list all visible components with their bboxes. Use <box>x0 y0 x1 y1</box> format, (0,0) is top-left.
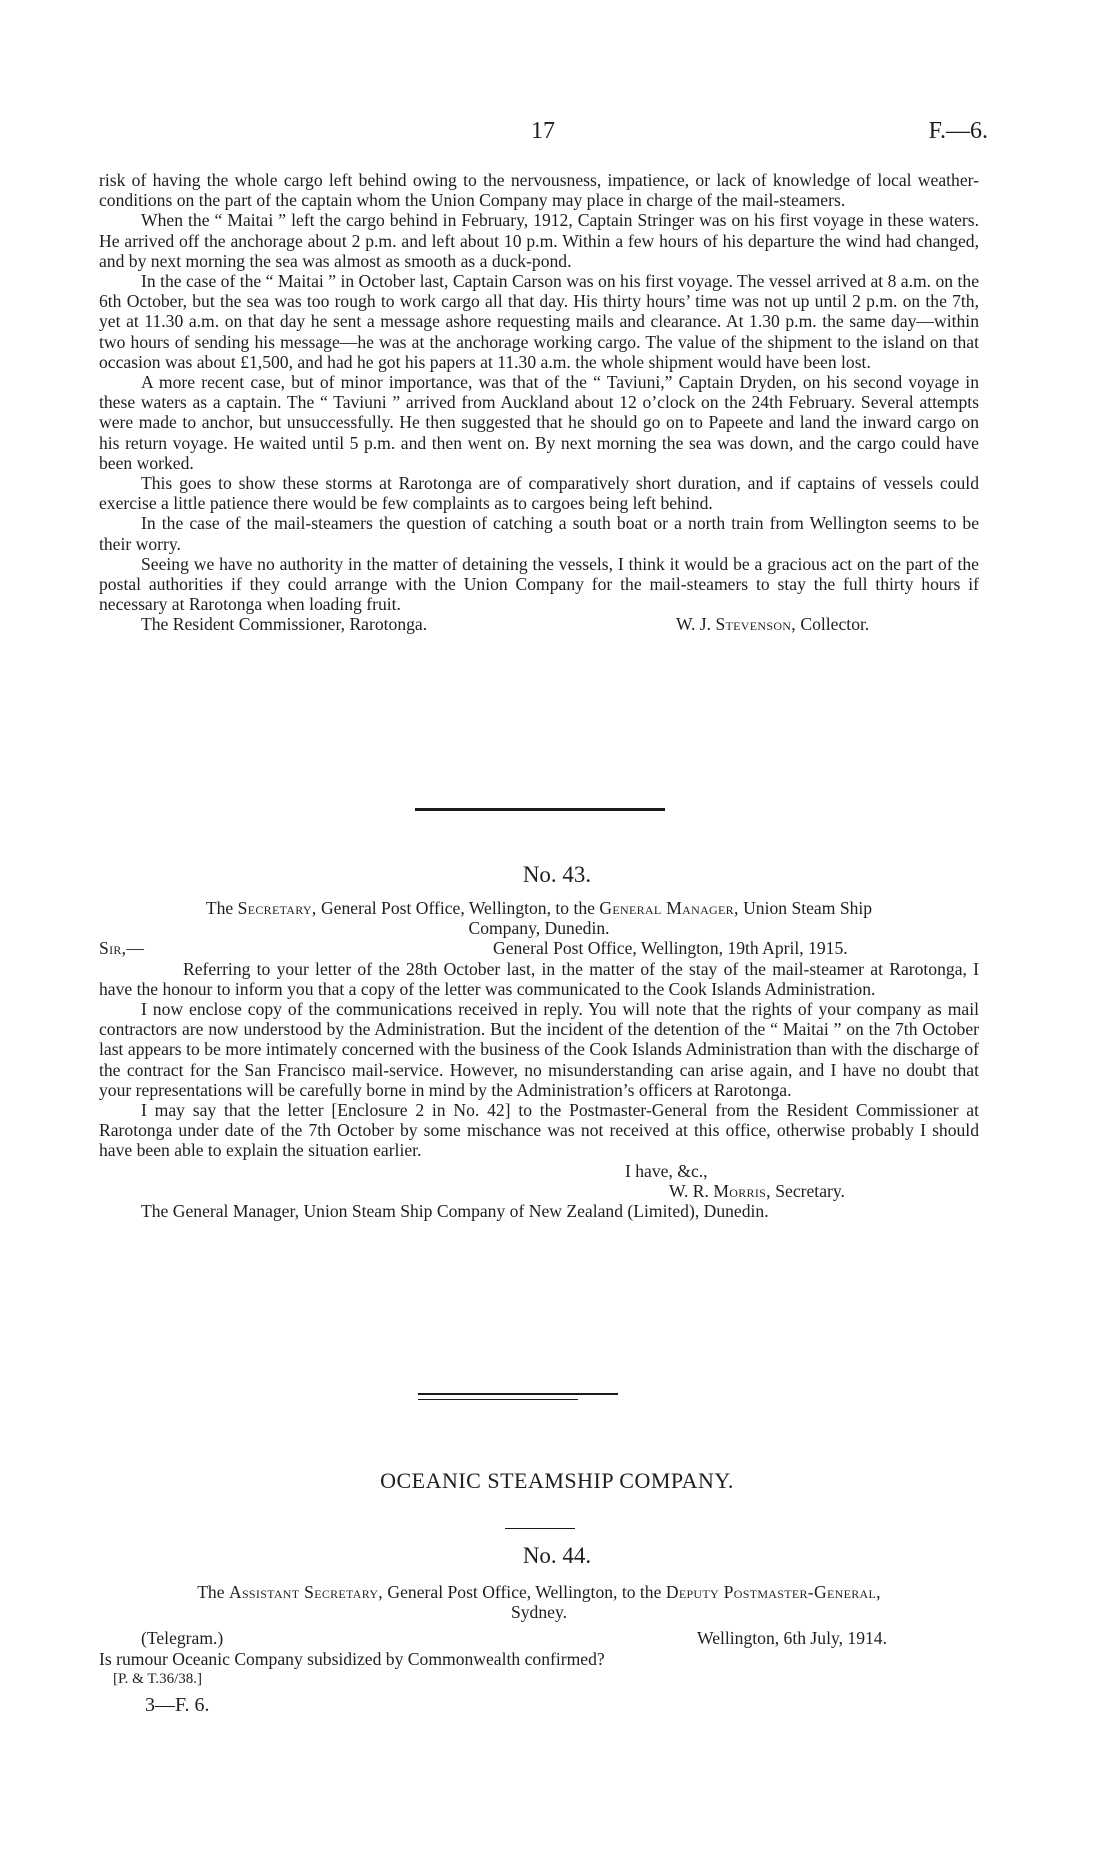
signature-row <box>99 1181 979 1201</box>
section-divider <box>418 1393 618 1395</box>
letter-number-44: No. 44. <box>522 1543 592 1568</box>
paragraph: I may say that the letter [Enclosure 2 in No. 42] to the Postmaster-General from the Resident Commissioner at Rarotonga under date of the 7th October by some mischance was not received at this office, otherwise probably I should have been able to explain the situation earlier. <box>99 1100 979 1161</box>
dateline: Wellington, 6th July, 1914. <box>697 1628 887 1649</box>
closing: I have, &c., <box>625 1160 708 1181</box>
closing-row <box>99 1161 979 1181</box>
paragraph: This goes to show these storms at Rarotonga are of comparatively short duration, and if captains of vessels could exercise a little patience there would be few complaints as to cargoes being left behind. <box>99 473 979 514</box>
paragraph: In the case of the mail-steamers the question of catching a south boat or a north train from Wellington seems to be their worry. <box>99 513 979 554</box>
section-title: OCEANIC STEAMSHIP COMPANY. <box>380 1468 734 1493</box>
telegram-body: Is rumour Oceanic Company subsidized by Commonwealth confirmed? <box>99 1648 605 1669</box>
letter-header: The Secretary, General Post Office, Wellington, to the General Manager, Union Steam Ship Company, Dunedin. <box>205 898 873 939</box>
telegram-row <box>99 1628 979 1648</box>
salutation: Sir,— <box>99 938 145 959</box>
letter-header: The Assistant Secretary, General Post Office, Wellington, to the Deputy Postmaster-General, Sydney. <box>197 1582 881 1623</box>
paragraph: Referring to your letter of the 28th October last, in the matter of the stay of the mail-steamer at Rarotonga, I have the honour to inform you that a copy of the letter was communicated to the Cook Islands Administration. <box>99 958 979 999</box>
signature: W. J. Stevenson, Collector. <box>676 614 870 635</box>
paragraph: In the case of the “ Maitai ” in October last, Captain Carson was on his first voyage. The vessel arrived at 8 a.m. on the 6th October, but the sea was too rough to work cargo all that day. His thirty hours’ time was not up until 2 p.m. on the 7th, yet at 11.30 a.m. on that day he sent a message ashore requesting mails and clearance. At 1.30 p.m. the same day—within two hours of sending his message—he was at the anchorage working cargo. The value of the shipment to the island on that occasion was about £1,500, and had he got his papers at 11.30 a.m. the whole shipment would have been lost. <box>99 271 979 372</box>
signature: W. R. Morris, Secretary. <box>669 1180 845 1201</box>
page-number: 17 <box>531 118 555 144</box>
paragraph: I now enclose copy of the communications received in reply. You will note that the rights of your company as mail contractors are now understood by the Administration. But the incident of the detention of the “ Maitai ” on the 7th October last appears to be more intimately concerned with the business of the Cook Islands Administration than with the discharge of the contract for the San Francisco mail-service. However, no misunderstanding can arise again, and I have no doubt that your representations will be carefully borne in mind by the Administration’s officers at Rarotonga. <box>99 999 979 1100</box>
paragraph: When the “ Maitai ” left the cargo behind in February, 1912, Captain Stringer was on his first voyage in these waters. He arrived off the anchorage about 2 p.m. and left about 10 p.m. Within a few hours of his departure the wind had changed, and by next morning the sea was almost as smooth as a duck-pond. <box>99 210 979 271</box>
addressee: The General Manager, Union Steam Ship Company of New Zealand (Limited), Dunedin. <box>141 1201 769 1221</box>
title-underline <box>505 1528 575 1529</box>
addressee-row <box>99 1201 979 1221</box>
letter-number-43: No. 43. <box>522 862 592 887</box>
telegram-label: (Telegram.) <box>141 1628 224 1649</box>
page-header <box>0 118 1114 148</box>
section-divider <box>415 808 665 811</box>
salutation-row <box>99 938 979 958</box>
paragraph: risk of having the whole cargo left behind owing to the nervousness, impatience, or lack of knowledge of local weather-conditions on the part of the captain whom the Union Company may place in charge of the mail-steamers. <box>99 170 979 211</box>
addressee: The Resident Commissioner, Rarotonga. <box>141 614 428 635</box>
dateline: General Post Office, Wellington, 19th April, 1915. <box>493 938 848 959</box>
letter-continuation <box>99 170 979 635</box>
document-reference: F.—6. <box>928 118 988 144</box>
letter-signoff <box>99 614 979 634</box>
letter-43 <box>99 898 979 1221</box>
paragraph: Seeing we have no authority in the matter of detaining the vessels, I think it would be a gracious act on the part of the postal authorities if they could arrange with the Union Company for the mail-steamers to stay the full thirty hours if necessary at Rarotonga when loading fruit. <box>99 553 979 615</box>
file-reference: [P. & T.36/38.] <box>113 1670 203 1687</box>
signature-mark: 3—F. 6. <box>145 1694 210 1716</box>
paragraph: A more recent case, but of minor importance, was that of the “ Taviuni,” Captain Dryden, on his second voyage in these waters as a captain. The “ Taviuni ” arrived from Auckland about 12 o’clock on the 24th February. Several attempts were made to anchor, but unsuccessfully. He then suggested that he should go on to Papeete and land the inward cargo on his return voyage. He waited until 5 p.m. and then went on. By next morning the sea was down, and the cargo could have been worked. <box>99 372 979 473</box>
section-divider-thin <box>418 1399 578 1400</box>
letter-44 <box>99 1582 979 1715</box>
